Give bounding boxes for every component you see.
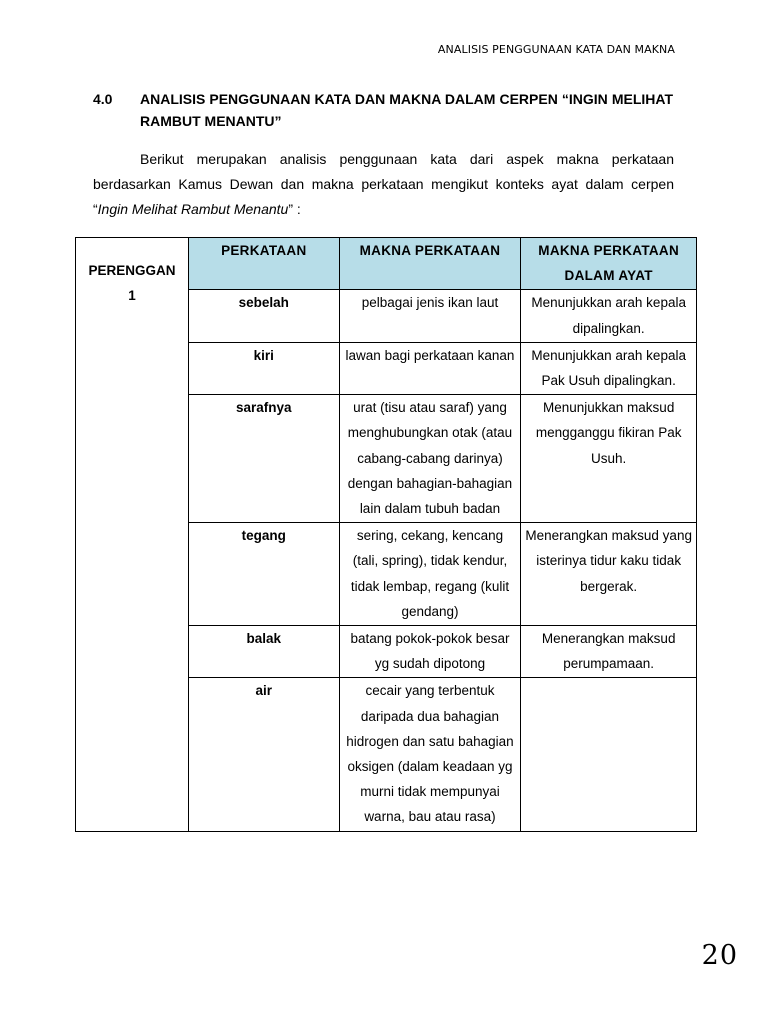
word-cell: air — [188, 678, 339, 831]
context-cell — [521, 678, 697, 831]
context-cell: Menunjukkan maksud mengganggu fikiran Pak Usuh. — [521, 395, 697, 523]
word-cell: sarafnya — [188, 395, 339, 523]
table-header-row — [76, 238, 697, 290]
page-number: 20 — [701, 940, 738, 971]
word-cell: tegang — [188, 523, 339, 626]
word-cell: kiri — [188, 342, 339, 394]
meaning-cell: batang pokok-pokok besar yg sudah dipotong — [339, 626, 521, 678]
meaning-cell: urat (tisu atau saraf) yang menghubungkan otak (atau cabang-cabang darinya) dengan bahagian-bahagian lain dalam tubuh badan — [339, 395, 521, 523]
meaning-cell: cecair yang terbentuk daripada dua bahagian hidrogen dan satu bahagian oksigen (dalam keadaan yg murni tidak mempunyai warna, bau atau rasa) — [339, 678, 521, 831]
section-title: ANALISIS PENGGUNAAN KATA DAN MAKNA DALAM CERPEN “INGIN MELIHAT RAMBUT MENANTU” — [140, 91, 673, 129]
header-context-meaning: MAKNA PERKATAAN DALAM AYAT — [521, 238, 697, 290]
context-cell: Menerangkan maksud perumpamaan. — [521, 626, 697, 678]
header-word: PERKATAAN — [188, 238, 339, 290]
analysis-table — [75, 237, 697, 832]
paragraph-label: PERENGGAN — [88, 263, 176, 278]
meaning-cell: lawan bagi perkataan kanan — [339, 342, 521, 394]
paragraph-cell — [76, 238, 189, 832]
meaning-cell: pelbagai jenis ikan laut — [339, 290, 521, 342]
intro-text-before: Berikut merupakan analisis penggunaan kata dari aspek makna perkataan berdasarkan Kamus Dewan dan makna perkataan mengikut konteks ayat dalam cerpen “ — [93, 151, 674, 217]
section-heading — [93, 88, 673, 132]
header-meaning: MAKNA PERKATAAN — [339, 238, 521, 290]
intro-text-after: ” : — [288, 201, 301, 217]
word-cell: balak — [188, 626, 339, 678]
intro-paragraph — [93, 147, 674, 222]
intro-story-title: Ingin Melihat Rambut Menantu — [97, 201, 289, 217]
word-cell: sebelah — [188, 290, 339, 342]
context-cell: Menunjukkan arah kepala dipalingkan. — [521, 290, 697, 342]
context-cell: Menunjukkan arah kepala Pak Usuh dipalingkan. — [521, 342, 697, 394]
context-cell: Menerangkan maksud yang isterinya tidur kaku tidak bergerak. — [521, 523, 697, 626]
paragraph-number: 1 — [128, 288, 136, 304]
running-header: ANALISIS PENGGUNAAN KATA DAN MAKNA — [437, 43, 675, 56]
section-number: 4.0 — [93, 91, 113, 107]
meaning-cell: sering, cekang, kencang (tali, spring), tidak kendur, tidak lembap, regang (kulit gendang) — [339, 523, 521, 626]
